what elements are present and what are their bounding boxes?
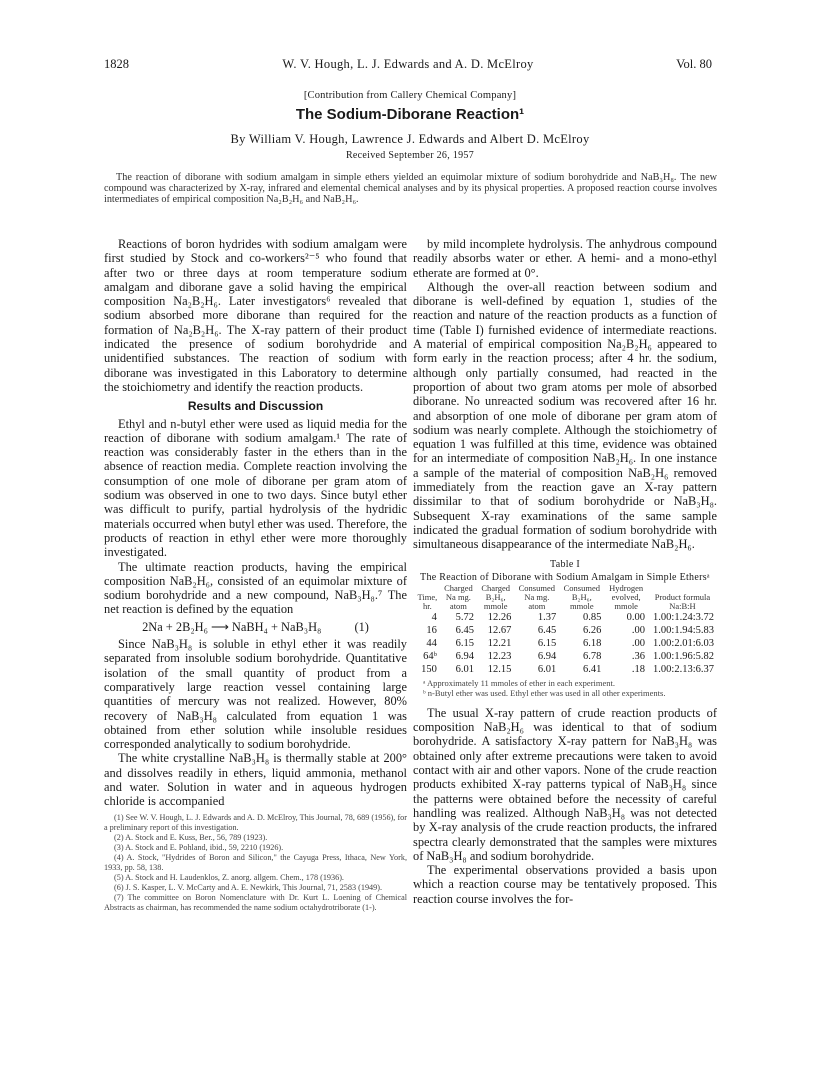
table-cell: 6.41 [582,663,602,675]
section-heading: Results and Discussion [187,399,324,414]
footnote: (7) The committee on Boron Nomenclature with Dr. Kurt L. Loening of Chemical Abstracts as chairman, has recommended the name sodium octahydrotriborate (1-). [104,892,407,912]
table-cell: 1.00:2.01:6.03 [653,637,714,649]
running-header [104,57,712,73]
running-authors: W. V. Hough, L. J. Edwards and A. D. McElroy [282,57,534,71]
table-cell: 64ᵇ [423,650,437,662]
table-cell: 6.94 [537,650,557,662]
page-number: 1828 [104,57,129,71]
table-footnotes [413,678,717,698]
equation-text: 2Na + 2B₂H₆ ⟶ NaBH₄ + NaB₃H₈ [142,619,322,634]
table-cell: 6.15 [537,637,557,649]
table-cell: 1.37 [537,611,557,623]
data-table [415,584,717,676]
table-footnote: ᵃ Approximately 11 mmoles of ether in each experiment. [423,677,616,688]
table-cell: 5.72 [455,611,475,623]
footnotes [104,813,407,913]
volume-label: Vol. 80 [676,57,712,71]
table-cell: 12.26 [487,611,512,623]
footnote: (5) A. Stock and H. Laudenklos, Z. anorg. allgem. Chem., 178 (1936). [114,872,344,882]
table-number: Table I [550,558,580,570]
table-cell: 6.01 [455,663,475,675]
paragraph: The experimental observations provided a basis upon which a reaction course may be tentatively proposed. This reaction course involves the for- [413,863,717,906]
table-cell: 150 [421,663,437,675]
column-header: Consumed B₂H₆, mmole [563,582,601,611]
chemical-equation [104,620,407,634]
table-cell: 1.00:2.13:6.37 [653,663,714,675]
paragraph: Reactions of boron hydrides with sodium amalgam were first studied by Stock and co-workers²⁻⁵ who found that after two or three days at room temperature sodium amalgam and diborane gave a solid having the empirical composition Na₂B₂H₆. Later investigators⁶ revealed that sodium absorbed more diborane than required for the formation of Na₂B₂H₆. The X-ray pattern of their product indicated the presence of sodium borohydride and unidentified substances. The reaction of sodium with diborane was investigated in this Laboratory to determine the stoichiometry and identify the reaction products. [104,237,407,394]
paragraph: Since NaB₃H₈ is soluble in ethyl ether it was readily separated from insoluble sodium borohydride. Quantitative isolation of the small quantity of product from a comparatively large reaction vessel containing large quantities of mercury was not realized. However, 80% recovery of NaB₃H₈ calculated from equation 1 was obtained from ether solution while insoluble residues corresponded analytically to sodium borohydride. [104,637,407,752]
table-row [415,637,717,650]
table-cell: 1.00:1.24:3.72 [653,611,714,623]
table-cell: 6.78 [582,650,602,662]
paragraph: The ultimate reaction products, having the empirical composition NaB₂H₆, consisted of an equimolar mixture of sodium borohydride and a new compound, NaB₃H₈.⁷ The net reaction is defined by the equation [104,559,407,617]
table-cell: 0.85 [582,611,602,623]
paragraph: The white crystalline NaB₃H₈ is thermally stable at 200° and dissolves readily in ethers, liquid ammonia, methanol and water. Solution in water and in aqueous hydrogen chloride is accompanied [104,751,407,809]
article-title: The Sodium-Diborane Reaction¹ [295,106,525,123]
table-cell: 6.45 [455,624,475,636]
table-header-row [415,584,717,611]
footnote: (1) See W. V. Hough, L. J. Edwards and A. D. McElroy, This Journal, 78, 689 (1956), for a preliminary report of this investigation. [104,812,407,832]
table-cell: 6.45 [537,624,557,636]
table-row [415,611,717,624]
table-footnote: ᵇ n-Butyl ether was used. Ethyl ether was used in all other experiments. [423,687,666,698]
left-column [104,237,407,913]
table-cell: 6.01 [537,663,557,675]
table-cell: .36 [631,650,645,662]
table-cell: 12.23 [487,650,512,662]
column-header: Product formula Na:B:H [654,591,711,611]
abstract-text: The reaction of diborane with sodium amalgam in simple ethers yielded an equimolar mixture of sodium borohydride and NaB₃H₈. The new compound was characterized by X-ray, infrared and elemental chemical analyses and by its physical properties. A proposed reaction course involves intermediates of empirical composition Na₂B₂H₆ and NaB₂H₆. [104,172,717,205]
table-cell: .18 [631,663,645,675]
table-row [415,650,717,663]
table-cell: 6.18 [582,637,602,649]
table-cell: 44 [426,637,437,649]
table-caption: The Reaction of Diborane with Sodium Amalgam in Simple Ethersᵃ [420,571,710,583]
author-line: By William V. Hough, Lawrence J. Edwards and Albert D. McElroy [230,132,590,146]
footnote: (3) A. Stock and E. Pohland, ibid., 59, 2210 (1926). [114,842,284,852]
column-header: Charged B₂H₆, mmole [481,582,511,611]
equation-number: (1) [354,619,369,634]
paragraph: The usual X-ray pattern of crude reaction products of composition NaB₂H₆ was identical to that of sodium borohydride. A satisfactory X-ray pattern for NaB₃H₈ was obtained only after extreme precautions were taken to avoid contact with air and other vapors. None of the crude reaction products exhibited X-ray patterns typical of NaB₃H₈ since the patterns were obtained before the necessity of careful handling was realized. Although NaB₃H₈ was not detected by X-ray analysis of the crude reaction products, the infrared spectra clearly demonstrated that the samples were mixtures of NaB₃H₈ and sodium borohydride. [413,705,717,863]
column-header: Hydrogen evolved, mmole [609,582,644,611]
table-row [415,624,717,637]
abstract [104,172,717,205]
right-column [413,237,717,906]
table-cell: 12.15 [487,663,512,675]
footnote: (6) J. S. Kasper, L. V. McCarty and A. E. Newkirk, This Journal, 71, 2583 (1949). [114,882,383,892]
column-header: Charged Na mg. atom [444,582,473,611]
table-cell: 1.00:1.96:5.82 [653,650,714,662]
column-header: Consumed Na mg. atom [518,582,556,611]
table-cell: 0.00 [626,611,645,623]
table-cell: 4 [431,611,437,623]
footnote: (4) A. Stock, "Hydrides of Boron and Silicon," the Cayuga Press, Ithaca, New York, 1933, pp. 58, 138. [104,852,407,872]
table-cell: 12.21 [487,637,512,649]
paragraph: Ethyl and n-butyl ether were used as liquid media for the reaction of diborane with sodium amalgam.¹ The rate of reaction was considerably faster in the ethers than in the absence of reaction media. Complete reaction involving the consumption of one mole of diborane per gram atom of sodium was observed in one to two days. Since butyl ether was difficult to purify, partial hydrolysis of the hydridic materials occurred when butyl ether was used. Therefore, the products of reaction in ethyl ether were more thoroughly investigated. [104,416,407,560]
table-cell: 6.26 [582,624,602,636]
table-row [415,663,717,676]
table-cell: .00 [631,624,645,636]
table-cell: .00 [631,637,645,649]
table-cell: 6.15 [455,637,475,649]
paragraph: by mild incomplete hydrolysis. The anhydrous compound readily absorbs water or ether. A hemi- and a mono-ethyl etherate are formed at 0°. [413,237,717,280]
table-cell: 6.94 [455,650,475,662]
column-header: Time, hr. [417,591,438,611]
table-cell: 1.00:1.94:5.83 [653,624,714,636]
footnote: (2) A. Stock and E. Kuss, Ber., 56, 789 (1923). [114,832,268,842]
table-cell: 12.67 [487,624,512,636]
table-cell: 16 [426,624,437,636]
contribution-line: [Contribution from Callery Chemical Company] [303,90,517,101]
received-date: Received September 26, 1957 [345,150,475,161]
paragraph: Although the over-all reaction between sodium and diborane is well-defined by equation 1, studies of the reaction and nature of the reaction products as a function of time (Table I) furnished evidence of intermediate reactions. A material of empirical composition Na₂B₂H₆ appeared to form early in the reaction process; after 4 hr. the sodium, although only partially consumed, had reacted in the proportion of about two gram atoms per mole of absorbed diborane. No unreacted sodium was recovered after 16 hr. and absorption of one mole of diborane per gram atom of sodium was nearly complete. Although the stoichiometry of equation 1 was fulfilled at this time, evidence was obtained for an intermediate of composition NaB₂H₆. In one instance a sample of the material of composition NaB₂H₆ removed immediately from the reaction gave an X-ray pattern dissimilar to that of sodium borohydride or NaB₃H₈. Subsequent X-ray examinations of the same sample indicated the gradual formation of sodium borohydride with simultaneous disappearance of the intermediate NaB₂H₆. [413,279,717,552]
